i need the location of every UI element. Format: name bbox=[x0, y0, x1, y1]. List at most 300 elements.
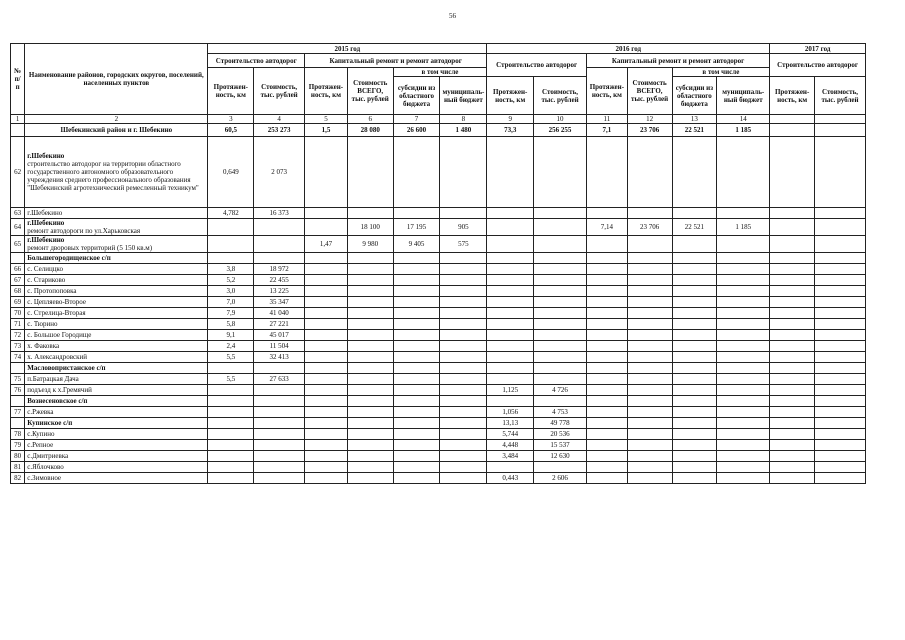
row-value bbox=[770, 264, 815, 275]
row-name-text: Большегородищенское с/п bbox=[27, 254, 111, 262]
row-value bbox=[770, 319, 815, 330]
row-number: 82 bbox=[11, 473, 25, 484]
row-value bbox=[393, 440, 440, 451]
row-number: 71 bbox=[11, 319, 25, 330]
row-value bbox=[587, 308, 628, 319]
total-value: 26 600 bbox=[393, 124, 440, 137]
row-value bbox=[627, 418, 672, 429]
row-value bbox=[208, 407, 254, 418]
table-row bbox=[11, 286, 866, 297]
row-value: 41 040 bbox=[254, 308, 305, 319]
row-name bbox=[25, 286, 208, 297]
row-value bbox=[717, 253, 770, 264]
row-value bbox=[254, 473, 305, 484]
row-value bbox=[770, 137, 815, 208]
row-name bbox=[25, 236, 208, 253]
row-name-text: х. Факовка bbox=[27, 342, 60, 350]
row-value: 9,1 bbox=[208, 330, 254, 341]
row-value bbox=[440, 429, 487, 440]
row-value bbox=[534, 275, 587, 286]
row-value: 4,782 bbox=[208, 208, 254, 219]
row-number: 79 bbox=[11, 440, 25, 451]
row-value bbox=[770, 236, 815, 253]
row-value bbox=[587, 275, 628, 286]
column-number bbox=[770, 115, 815, 124]
row-name-text: Купинское с/п bbox=[27, 419, 73, 427]
row-value bbox=[440, 208, 487, 219]
row-value bbox=[440, 374, 487, 385]
row-value bbox=[770, 451, 815, 462]
row-value bbox=[627, 319, 672, 330]
row-value bbox=[815, 253, 866, 264]
row-value bbox=[393, 137, 440, 208]
row-value bbox=[770, 275, 815, 286]
row-value bbox=[815, 440, 866, 451]
row-number: 74 bbox=[11, 352, 25, 363]
row-value bbox=[487, 363, 534, 374]
section-row bbox=[11, 253, 866, 264]
row-value bbox=[305, 208, 348, 219]
row-value bbox=[347, 462, 393, 473]
row-value bbox=[347, 385, 393, 396]
row-value bbox=[305, 451, 348, 462]
row-name-text: подъезд к х.Гремячий bbox=[27, 386, 92, 394]
row-value bbox=[305, 264, 348, 275]
row-name bbox=[25, 374, 208, 385]
row-value bbox=[487, 236, 534, 253]
table-row bbox=[11, 374, 866, 385]
row-value bbox=[208, 473, 254, 484]
row-value bbox=[347, 396, 393, 407]
column-number: 4 bbox=[254, 115, 305, 124]
row-value bbox=[487, 319, 534, 330]
row-value bbox=[487, 275, 534, 286]
row-value: 7,14 bbox=[587, 219, 628, 236]
row-value bbox=[208, 429, 254, 440]
column-number: 11 bbox=[587, 115, 628, 124]
header-cost: Стоимость, тыс. рублей bbox=[815, 77, 866, 115]
header-including: в том числе bbox=[393, 68, 487, 77]
header-cost-total: Стоимость ВСЕГО, тыс. рублей bbox=[627, 68, 672, 115]
row-name-text: с. Большое Городище bbox=[27, 331, 92, 339]
row-value bbox=[672, 341, 717, 352]
row-value: 15 537 bbox=[534, 440, 587, 451]
row-number: 77 bbox=[11, 407, 25, 418]
row-value bbox=[487, 137, 534, 208]
header-cost-total: Стоимость ВСЕГО, тыс. рублей bbox=[347, 68, 393, 115]
table-row bbox=[11, 275, 866, 286]
row-value bbox=[627, 308, 672, 319]
row-value: 35 347 bbox=[254, 297, 305, 308]
row-value bbox=[587, 236, 628, 253]
row-value bbox=[347, 275, 393, 286]
row-value bbox=[534, 308, 587, 319]
column-number: 2 bbox=[25, 115, 208, 124]
row-value bbox=[717, 137, 770, 208]
page-number: 56 bbox=[449, 12, 456, 20]
row-value bbox=[627, 429, 672, 440]
row-value: 3,0 bbox=[208, 286, 254, 297]
row-value bbox=[393, 396, 440, 407]
row-value bbox=[440, 473, 487, 484]
row-number: 65 bbox=[11, 236, 25, 253]
row-name bbox=[25, 352, 208, 363]
row-value bbox=[770, 440, 815, 451]
row-value bbox=[440, 440, 487, 451]
row-value bbox=[672, 275, 717, 286]
row-value: 2,4 bbox=[208, 341, 254, 352]
row-value bbox=[440, 297, 487, 308]
row-value bbox=[440, 418, 487, 429]
table-row bbox=[11, 440, 866, 451]
row-number: 76 bbox=[11, 385, 25, 396]
row-value bbox=[587, 253, 628, 264]
row-value bbox=[254, 462, 305, 473]
row-value bbox=[254, 363, 305, 374]
section-row bbox=[11, 418, 866, 429]
row-value: 0,443 bbox=[487, 473, 534, 484]
row-value bbox=[627, 275, 672, 286]
header-including: в том числе bbox=[672, 68, 770, 77]
row-value: 1 185 bbox=[717, 219, 770, 236]
row-name bbox=[25, 396, 208, 407]
row-value: 4,448 bbox=[487, 440, 534, 451]
row-name-text: с. Цепляево-Второе bbox=[27, 298, 86, 306]
row-name-heading: г.Шебекино bbox=[27, 152, 65, 160]
row-value bbox=[305, 473, 348, 484]
row-value bbox=[627, 286, 672, 297]
row-value: 4 726 bbox=[534, 385, 587, 396]
row-name bbox=[25, 264, 208, 275]
row-value bbox=[672, 374, 717, 385]
header-cost: Стоимость, тыс. рублей bbox=[534, 77, 587, 115]
row-value: 5,8 bbox=[208, 319, 254, 330]
row-value bbox=[487, 208, 534, 219]
row-number bbox=[11, 396, 25, 407]
row-value bbox=[770, 208, 815, 219]
total-value: 28 080 bbox=[347, 124, 393, 137]
row-value bbox=[305, 137, 348, 208]
row-value bbox=[815, 396, 866, 407]
table-row bbox=[11, 330, 866, 341]
table-row bbox=[11, 473, 866, 484]
row-value bbox=[254, 385, 305, 396]
row-value: 3,484 bbox=[487, 451, 534, 462]
row-value bbox=[534, 236, 587, 253]
row-name bbox=[25, 418, 208, 429]
row-value bbox=[815, 330, 866, 341]
row-value: 1,47 bbox=[305, 236, 348, 253]
row-number: 69 bbox=[11, 297, 25, 308]
row-value bbox=[440, 330, 487, 341]
row-value bbox=[717, 208, 770, 219]
row-name bbox=[25, 451, 208, 462]
row-value bbox=[487, 462, 534, 473]
row-value bbox=[587, 385, 628, 396]
row-value bbox=[770, 330, 815, 341]
total-row bbox=[11, 124, 866, 137]
row-value bbox=[627, 352, 672, 363]
header-length: Протяжен-ность, км bbox=[208, 68, 254, 115]
row-name bbox=[25, 407, 208, 418]
row-number bbox=[11, 253, 25, 264]
row-value bbox=[672, 429, 717, 440]
row-value bbox=[672, 319, 717, 330]
row-name bbox=[25, 137, 208, 208]
row-value bbox=[672, 451, 717, 462]
row-number bbox=[11, 418, 25, 429]
total-value: 1,5 bbox=[305, 124, 348, 137]
row-value bbox=[347, 440, 393, 451]
row-value: 49 778 bbox=[534, 418, 587, 429]
row-value bbox=[815, 286, 866, 297]
row-value bbox=[305, 385, 348, 396]
row-value: 5,2 bbox=[208, 275, 254, 286]
row-value bbox=[587, 330, 628, 341]
row-value bbox=[627, 440, 672, 451]
total-value: 256 255 bbox=[534, 124, 587, 137]
row-value bbox=[393, 264, 440, 275]
row-value bbox=[815, 451, 866, 462]
row-name bbox=[25, 473, 208, 484]
row-value bbox=[717, 407, 770, 418]
row-value bbox=[393, 297, 440, 308]
header-length: Протяжен-ность, км bbox=[305, 68, 348, 115]
row-name-text: Масловопристанское с/п bbox=[27, 364, 106, 372]
row-number: 75 bbox=[11, 374, 25, 385]
row-number: 64 bbox=[11, 219, 25, 236]
row-value bbox=[440, 363, 487, 374]
row-value bbox=[440, 385, 487, 396]
row-value bbox=[305, 286, 348, 297]
row-value bbox=[672, 286, 717, 297]
row-value bbox=[254, 253, 305, 264]
row-name-text: с. Тюрино bbox=[27, 320, 58, 328]
row-value bbox=[672, 137, 717, 208]
row-value bbox=[208, 451, 254, 462]
row-name bbox=[25, 429, 208, 440]
row-value bbox=[672, 253, 717, 264]
row-value bbox=[770, 286, 815, 297]
row-value bbox=[208, 236, 254, 253]
row-value bbox=[393, 418, 440, 429]
row-value bbox=[440, 396, 487, 407]
row-value bbox=[672, 396, 717, 407]
row-value bbox=[627, 253, 672, 264]
column-number: 7 bbox=[393, 115, 440, 124]
row-value bbox=[672, 363, 717, 374]
column-numbers-row bbox=[11, 115, 866, 124]
row-number: 66 bbox=[11, 264, 25, 275]
row-value bbox=[440, 275, 487, 286]
row-name-text: г.Шебекино bbox=[27, 209, 63, 217]
row-name-text: с. Стрелица-Вторая bbox=[27, 309, 86, 317]
table-row bbox=[11, 319, 866, 330]
row-value bbox=[627, 473, 672, 484]
row-value bbox=[393, 253, 440, 264]
row-value bbox=[815, 352, 866, 363]
row-value bbox=[393, 330, 440, 341]
total-value: 1 480 bbox=[440, 124, 487, 137]
row-value: 13 225 bbox=[254, 286, 305, 297]
row-name-text: с.Дмитриевка bbox=[27, 452, 69, 460]
row-value bbox=[717, 385, 770, 396]
row-value bbox=[770, 429, 815, 440]
row-value bbox=[305, 297, 348, 308]
table-row bbox=[11, 407, 866, 418]
table-row bbox=[11, 341, 866, 352]
row-value bbox=[815, 308, 866, 319]
header-length: Протяжен-ность, км bbox=[770, 77, 815, 115]
row-name-text: строительство автодорог на территории областного государственного автономного образовательного учреждения среднего профессионального образования "Шебекинский агротехнический ремесленный техникум" bbox=[27, 160, 199, 192]
row-value bbox=[587, 341, 628, 352]
row-number: 81 bbox=[11, 462, 25, 473]
row-name bbox=[25, 275, 208, 286]
row-value bbox=[393, 308, 440, 319]
row-value bbox=[254, 219, 305, 236]
row-value bbox=[305, 219, 348, 236]
row-value bbox=[534, 462, 587, 473]
row-value bbox=[347, 297, 393, 308]
row-value bbox=[440, 137, 487, 208]
row-value: 22 455 bbox=[254, 275, 305, 286]
row-number: 73 bbox=[11, 341, 25, 352]
row-value bbox=[534, 396, 587, 407]
row-value bbox=[815, 208, 866, 219]
row-value bbox=[208, 396, 254, 407]
row-value: 1,056 bbox=[487, 407, 534, 418]
header-repair-2016: Капитальный ремонт и ремонт автодорог bbox=[587, 54, 770, 68]
row-value bbox=[587, 208, 628, 219]
table-row bbox=[11, 352, 866, 363]
row-value: 18 972 bbox=[254, 264, 305, 275]
row-value bbox=[717, 451, 770, 462]
row-value bbox=[393, 473, 440, 484]
total-value: 1 185 bbox=[717, 124, 770, 137]
row-value: 45 017 bbox=[254, 330, 305, 341]
row-value bbox=[440, 253, 487, 264]
row-value bbox=[254, 429, 305, 440]
column-number: 1 bbox=[11, 115, 25, 124]
row-value bbox=[672, 462, 717, 473]
row-value bbox=[347, 374, 393, 385]
row-value bbox=[815, 341, 866, 352]
row-name-text: с. Селиццко bbox=[27, 265, 63, 273]
table-row bbox=[11, 137, 866, 208]
total-value: 253 273 bbox=[254, 124, 305, 137]
column-number: 13 bbox=[672, 115, 717, 124]
row-value: 22 521 bbox=[672, 219, 717, 236]
row-value bbox=[672, 330, 717, 341]
row-value bbox=[534, 319, 587, 330]
header-length: Протяжен-ность, км bbox=[587, 68, 628, 115]
row-value bbox=[672, 264, 717, 275]
row-value: 2 606 bbox=[534, 473, 587, 484]
table-row bbox=[11, 451, 866, 462]
row-value bbox=[672, 236, 717, 253]
row-number: 70 bbox=[11, 308, 25, 319]
row-value bbox=[717, 374, 770, 385]
row-value bbox=[534, 330, 587, 341]
row-value bbox=[305, 363, 348, 374]
row-value bbox=[347, 429, 393, 440]
row-value bbox=[587, 264, 628, 275]
row-value bbox=[347, 352, 393, 363]
row-value bbox=[305, 341, 348, 352]
row-value bbox=[672, 407, 717, 418]
row-value bbox=[534, 286, 587, 297]
column-number: 6 bbox=[347, 115, 393, 124]
row-value bbox=[815, 385, 866, 396]
row-value bbox=[770, 341, 815, 352]
row-value bbox=[347, 253, 393, 264]
row-value bbox=[627, 451, 672, 462]
row-value bbox=[717, 352, 770, 363]
row-value bbox=[393, 275, 440, 286]
table-row bbox=[11, 308, 866, 319]
row-value bbox=[627, 407, 672, 418]
row-number: 72 bbox=[11, 330, 25, 341]
row-value bbox=[587, 286, 628, 297]
row-value bbox=[305, 330, 348, 341]
row-name-text: ремонт автодороги по ул.Харьковская bbox=[27, 227, 141, 235]
row-value: 575 bbox=[440, 236, 487, 253]
row-value bbox=[770, 418, 815, 429]
row-number: 80 bbox=[11, 451, 25, 462]
row-value bbox=[393, 407, 440, 418]
row-value: 13,13 bbox=[487, 418, 534, 429]
header-name: Наименование районов, городских округов, поселений, населенных пунктов bbox=[25, 44, 208, 115]
row-value: 9 405 bbox=[393, 236, 440, 253]
row-name bbox=[25, 219, 208, 236]
row-value bbox=[770, 473, 815, 484]
row-value bbox=[254, 440, 305, 451]
column-number bbox=[815, 115, 866, 124]
row-value: 2 073 bbox=[254, 137, 305, 208]
row-name-text: с.Зимовное bbox=[27, 474, 62, 482]
row-value bbox=[305, 352, 348, 363]
row-value bbox=[347, 363, 393, 374]
row-value bbox=[587, 462, 628, 473]
row-value bbox=[440, 319, 487, 330]
header-year-2016: 2016 год bbox=[487, 44, 770, 54]
row-value: 16 373 bbox=[254, 208, 305, 219]
row-value bbox=[717, 286, 770, 297]
total-value bbox=[770, 124, 815, 137]
row-name-text: с. Протопоповка bbox=[27, 287, 77, 295]
row-value: 27 633 bbox=[254, 374, 305, 385]
row-name bbox=[25, 363, 208, 374]
total-value: 73,3 bbox=[487, 124, 534, 137]
row-value bbox=[487, 396, 534, 407]
row-value bbox=[587, 451, 628, 462]
row-value: 7,9 bbox=[208, 308, 254, 319]
row-value bbox=[534, 341, 587, 352]
row-value bbox=[347, 264, 393, 275]
row-value bbox=[717, 236, 770, 253]
table-row bbox=[11, 219, 866, 236]
row-value bbox=[717, 418, 770, 429]
row-value bbox=[440, 451, 487, 462]
row-name bbox=[25, 440, 208, 451]
row-value bbox=[672, 440, 717, 451]
row-number bbox=[11, 363, 25, 374]
row-value bbox=[347, 451, 393, 462]
row-value bbox=[627, 208, 672, 219]
row-value bbox=[487, 264, 534, 275]
row-value bbox=[672, 418, 717, 429]
row-value bbox=[587, 352, 628, 363]
